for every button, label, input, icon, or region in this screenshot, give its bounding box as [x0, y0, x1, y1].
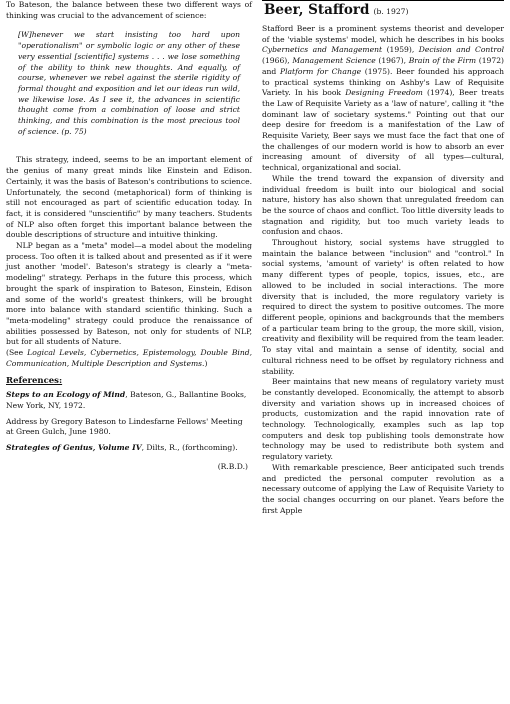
entry-divider	[262, 0, 504, 1]
book-title: Designing Freedom	[345, 88, 423, 98]
book-title: Management Science	[292, 56, 376, 66]
reference-item: Address by Gregory Bateson to Lindesfarne Fellows' Meeting at Green Gulch, June 1980.	[6, 416, 243, 437]
diversity-paragraph: While the trend toward the expansion of diversity and individual freedom is built into our biological and social nature, history has also shown that unregulated freedom can be the source of chaos and conflict. Too little diversity leads to stagnation and rigidity, but too much variety leads to confusion and chaos.	[262, 173, 504, 237]
text-run: Stafford Beer is a prominent systems theorist and developer of the 'viable systems' model, which he describes in his books	[262, 24, 504, 44]
prescience-paragraph: With remarkable prescience, Beer anticipated such trends and predicted the personal computer revolution as a necessary outcome of applying the Law of Requisite Variety to the social changes occurring on our planet. Years before the first Apple	[262, 462, 504, 515]
reference-item	[6, 390, 252, 411]
see-prefix: (See	[6, 348, 28, 358]
entry-name: Beer, Stafford	[264, 2, 370, 18]
reference-details: , Dilts, R., (forthcoming).	[141, 443, 238, 453]
left-column	[6, 0, 252, 472]
references-heading: References:	[6, 375, 63, 386]
right-column	[262, 0, 504, 516]
regulatory-variety-paragraph: Beer maintains that new means of regulatory variety must be constantly developed. Economically, the attempt to absorb diversity and variation shows up in increased choices of products, customization and the rapid innovation rate of technology. Technologically, examples such as lap top computers and desk top publishing tools demonstrate how technology may be used to redistribute both system and regulatory variety.	[262, 377, 504, 462]
book-title: Platform for Change	[279, 66, 362, 76]
text-run: (1959),	[382, 45, 419, 55]
reference-item	[6, 443, 252, 454]
bateson-quote: [W]henever we start insisting too hard upon "operationalism" or symbolic logic or any other of these very essential [scientific] systems . . . we lose something of the ability to think new thoughts. And equally, of course, whenever we rebel against the sterile rigidity of formal thought and exposition and let our ideas run wild, we likewise lose. As I see it, the advances in scientific thought come from a combination of loose and strict thinking, and this combination is the most precious tool of science. (p. 75)	[18, 30, 240, 136]
book-title: Decision and Control	[418, 45, 504, 55]
see-also	[6, 348, 252, 369]
entry-title	[264, 2, 504, 20]
see-suffix: )	[204, 358, 208, 368]
author-signature: (R.B.D.)	[217, 461, 248, 471]
nlp-meta-model-paragraph: NLP began as a "meta" model—a model about the modeling process. Too often it is talked about and presented as if it were just another 'model'. Bateson's strategy is clearly a "meta-modeling" strategy. Perhaps in the future this process, which brought the spark of inspiration to Bateson, Einstein, Edison and some of the world's greatest thinkers, will be brought more into balance with standard scientific thinking. Such a "meta-modeling" strategy could produce the renaissance of abilities possessed by Bateson, not only for students of NLP, but for all students of Nature.	[6, 241, 252, 347]
beer-intro-paragraph	[262, 24, 504, 174]
intro-paragraph: To Bateson, the balance between these two different ways of thinking was crucial to the advancement of science:	[6, 0, 252, 20]
text-run: (1975). Beer founded his approach to practical systems thinking on Ashby's Law of Requisite Variety. In his book	[262, 66, 504, 98]
text-run: (1966),	[262, 56, 293, 66]
entry-years: (b. 1927)	[373, 7, 409, 16]
text-run: (1974), Beer treats the Law of Requisite Variety as a 'law of nature', calling it "the dominant law of societary systems." Pointing out that our deep desire for freedom is a manifestation of the Law of Requisite Variety, Beer says we must face the fact that one of the challenges of our modern world is how to absorb an ever increasing amount of diversity of all types—cultural, technical, organizational and social.	[262, 88, 504, 173]
book-title: Cybernetics and Management	[262, 45, 383, 55]
reference-title: Strategies of Genius, Volume IV	[6, 443, 142, 453]
text-run: (1972) and	[262, 56, 504, 76]
inclusion-control-paragraph: Throughout history, social systems have struggled to maintain the balance between "inclusion" and "control." In social systems, 'amount of variety' is often related to how many different types of people, topics, issues, etc., are allowed to be included in social interactions. The more diversity that is included, the more regulatory variety is required to direct the system to positive outcomes. The more different people, opinions and backgrounds that the members of a particular team bring to the group, the more skill, vision, creativity and flexibility will be required from the team leader. To stay vital and maintain a sense of identity, social and cultural richness need to be offset by regulatory richness and stability.	[262, 238, 504, 376]
see-terms: Logical Levels, Cybernetics, Epistemology, Double Bind, Communication, Multiple Description and Systems.	[6, 348, 252, 368]
reference-details: , Bateson, G., Ballantine Books, New York, NY, 1972.	[6, 390, 247, 410]
strategy-paragraph: This strategy, indeed, seems to be an important element of the genius of many great minds like Einstein and Edison. Certainly, it was the basis of Bateson's contributions to science. Unfortunately, the second (metaphorical) form of thinking is still not encouraged as part of scientific education today. In fact, it is considered "unscientific" by many teachers. Students of NLP also often forget this important balance between the double descriptions of structure and intuitive thinking.	[6, 155, 252, 240]
reference-title: Steps to an Ecology of Mind	[6, 390, 126, 400]
book-title: Brain of the Firm	[408, 56, 477, 66]
text-run: (1967),	[375, 56, 409, 66]
